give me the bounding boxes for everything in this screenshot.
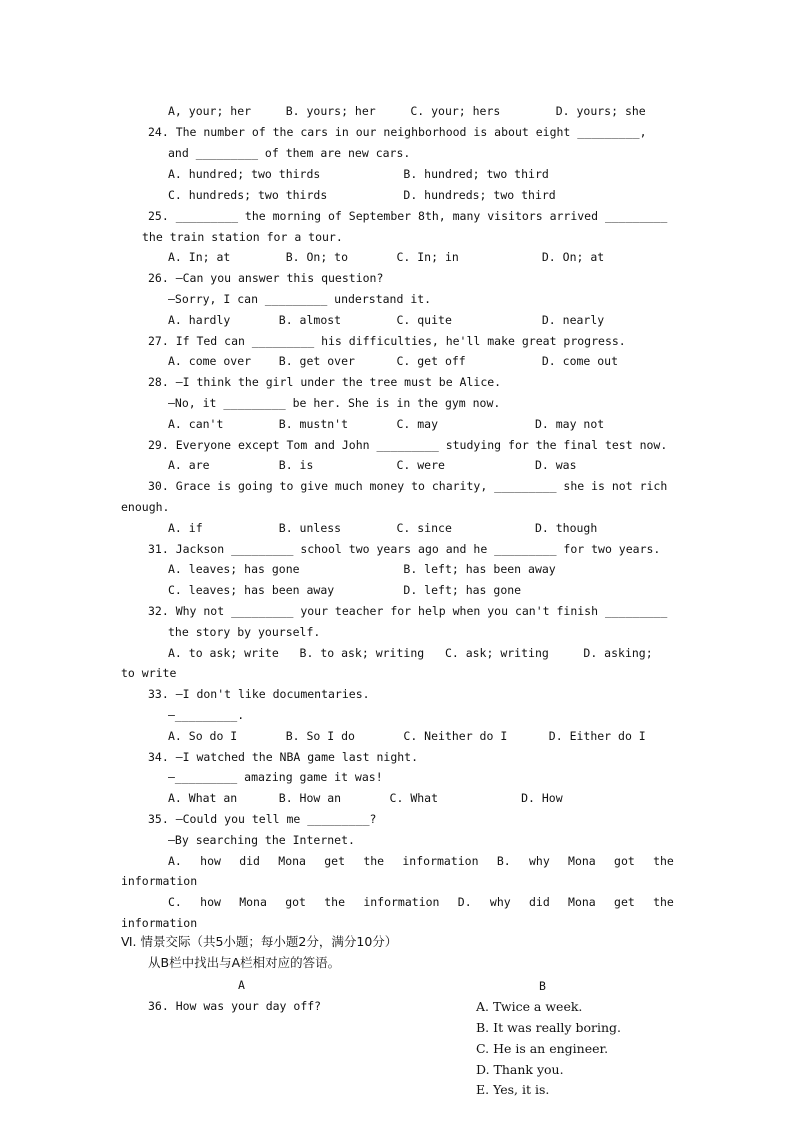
q28-reply: —No, it _________ be her. She is in the gym now. bbox=[168, 396, 501, 410]
q30-options: A. if B. unless C. since D. though bbox=[168, 521, 598, 535]
q34-options: A. What an B. How an C. What D. How bbox=[168, 791, 563, 805]
q32-options: A. to ask; write B. to ask; writing C. ask; writing D. asking; bbox=[168, 646, 653, 660]
b-option-e: E. Yes, it is. bbox=[476, 1082, 550, 1097]
q26-reply: —Sorry, I can _________ understand it. bbox=[168, 292, 432, 306]
q29-stem: 29. Everyone except Tom and John _________ studying for the final test now. bbox=[148, 438, 668, 452]
q33-stem: 33. —I don't like documentaries. bbox=[148, 687, 370, 701]
q24-stem: 24. The number of the cars in our neighborhood is about eight _________, bbox=[148, 125, 647, 139]
q32-stem: 32. Why not _________ your teacher for help when you can't finish _________ bbox=[148, 604, 668, 618]
q36-stem: 36. How was your day off? bbox=[148, 999, 322, 1013]
b-option-a: A. Twice a week. bbox=[476, 999, 583, 1014]
q25-stem-cont: the train station for a tour. bbox=[142, 230, 343, 244]
q31-options-1: A. leaves; has gone B. left; has been away bbox=[168, 562, 556, 576]
q35-stem: 35. —Could you tell me _________? bbox=[148, 812, 377, 826]
q29-options: A. are B. is C. were D. was bbox=[168, 458, 577, 472]
q24-options-2: C. hundreds; two thirds D. hundreds; two third bbox=[168, 188, 556, 202]
q32-options-cont: to write bbox=[121, 666, 177, 680]
q27-stem: 27. If Ted can _________ his difficulties, he'll make great progress. bbox=[148, 334, 626, 348]
q32-stem-cont: the story by yourself. bbox=[168, 625, 321, 639]
q28-options: A. can't B. mustn't C. may D. may not bbox=[168, 417, 605, 431]
q26-stem: 26. —Can you answer this question? bbox=[148, 271, 384, 285]
q30-stem: 30. Grace is going to give much money to charity, _________ she is not rich bbox=[148, 479, 668, 493]
q31-stem: 31. Jackson _________ school two years ago and he _________ for two years. bbox=[148, 542, 661, 556]
q35-options-ab: A. how did Mona get the information B. why Mona got the bbox=[168, 854, 674, 868]
section-instruction: 从B栏中找出与A栏相对应的答语。 bbox=[148, 955, 341, 970]
q25-options: A. In; at B. On; to C. In; in D. On; at bbox=[168, 250, 605, 264]
q31-options-2: C. leaves; has been away D. left; has gone bbox=[168, 583, 522, 597]
column-a-header: A bbox=[238, 978, 245, 992]
q35-options-cd-cont: information bbox=[121, 916, 198, 930]
b-option-c: C. He is an engineer. bbox=[476, 1041, 609, 1056]
q28-stem: 28. —I think the girl under the tree must be Alice. bbox=[148, 375, 502, 389]
q25-stem: 25. _________ the morning of September 8th, many visitors arrived _________ bbox=[148, 209, 668, 223]
q34-reply: —_________ amazing game it was! bbox=[168, 770, 383, 784]
b-option-b: B. It was really boring. bbox=[476, 1020, 621, 1035]
q35-options-ab-cont: information bbox=[121, 874, 198, 888]
section-title: Ⅵ. 情景交际（共5小题；每小题2分，满分10分） bbox=[121, 934, 398, 949]
q24-stem-cont: and _________ of them are new cars. bbox=[168, 146, 411, 160]
q27-options: A. come over B. get over C. get off D. come out bbox=[168, 354, 619, 368]
b-option-d: D. Thank you. bbox=[476, 1062, 564, 1077]
q23-options: A, your; her B. yours; her C. your; hers D. yours; she bbox=[168, 104, 646, 118]
q35-reply: —By searching the Internet. bbox=[168, 833, 355, 847]
q24-options-1: A. hundred; two thirds B. hundred; two third bbox=[168, 167, 549, 181]
q35-options-cd: C. how Mona got the information D. why did Mona get the bbox=[168, 895, 674, 909]
q30-stem-cont: enough. bbox=[121, 500, 170, 514]
column-b-header: B bbox=[539, 979, 546, 993]
q26-options: A. hardly B. almost C. quite D. nearly bbox=[168, 313, 605, 327]
q33-options: A. So do I B. So I do C. Neither do I D. Either do I bbox=[168, 729, 646, 743]
q33-reply: —_________. bbox=[168, 708, 245, 722]
q34-stem: 34. —I watched the NBA game last night. bbox=[148, 750, 419, 764]
